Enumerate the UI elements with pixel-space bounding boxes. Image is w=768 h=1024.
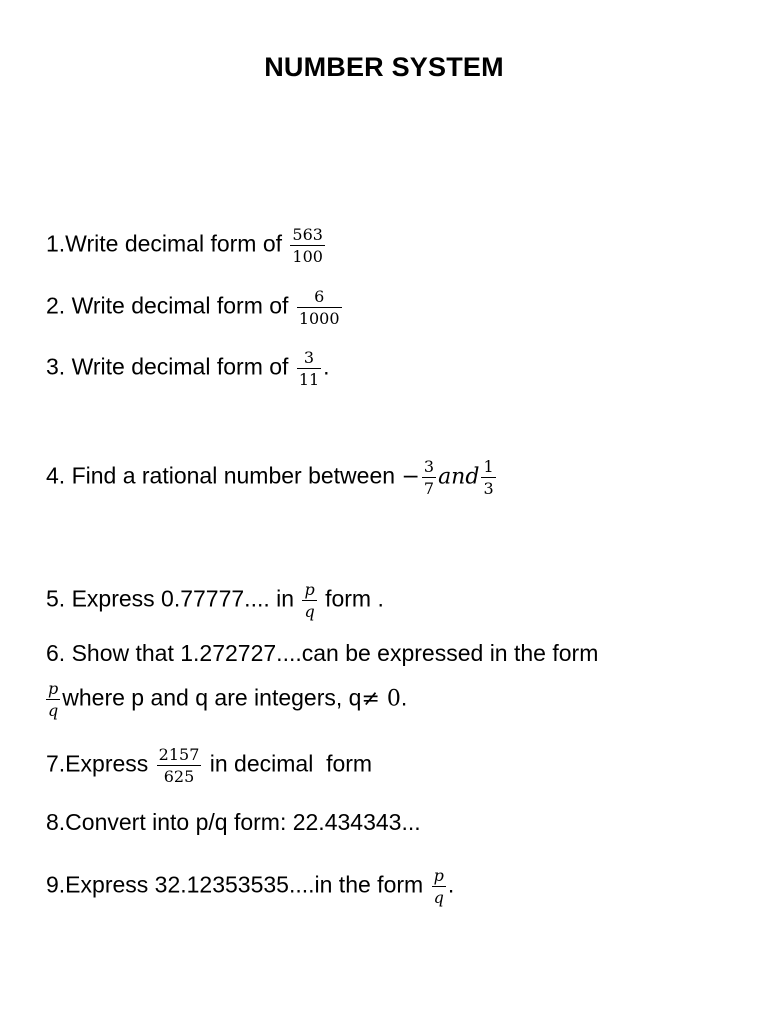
question-8 [46,808,421,836]
question-5-suffix: form . [318,585,384,612]
question-2-fraction [297,288,342,327]
fraction-numerator: 3 [297,349,321,369]
question-2 [46,288,344,327]
page-title: NUMBER SYSTEM [264,52,504,82]
fraction-numerator: 2157 [158,745,200,764]
question-6-line-1 [46,639,598,667]
question-4 [46,458,498,497]
question-4-fraction-1 [422,458,436,497]
question-6-line-2 [46,680,407,719]
fraction-numerator: p [433,866,444,885]
question-3-text: 3. Write decimal form of [46,353,295,380]
question-5 [46,581,384,620]
question-5-fraction [302,581,316,620]
fraction-denominator: 1000 [298,309,340,328]
question-3-fraction [297,349,321,388]
and-word: and [438,464,480,490]
question-3 [46,349,330,388]
fraction-denominator: 625 [163,767,195,786]
question-8-text: 8.Convert into p/q form: 22.434343... [46,809,421,835]
fraction-numerator: p [304,580,315,599]
fraction-denominator: 100 [292,247,323,266]
question-9 [46,867,454,906]
fraction-numerator: 6 [297,288,342,308]
question-7-text: 7.Express [46,750,155,777]
fraction-denominator: 3 [483,479,494,498]
question-9-period: . [447,871,455,898]
minus-sign: − [401,464,420,490]
fraction-denominator: q [304,602,315,621]
fraction-numerator: 1 [483,457,494,476]
fraction-numerator: p [48,679,59,698]
question-1 [46,226,327,265]
question-4-text: 4. Find a rational number between [46,462,402,489]
question-9-fraction [432,867,446,906]
fraction-denominator: q [48,701,59,720]
question-6-fraction [46,680,60,719]
fraction-denominator: 11 [298,370,320,389]
question-3-period: . [323,353,330,380]
question-7-fraction [157,746,202,785]
question-7 [46,746,372,785]
question-2-text: 2. Write decimal form of [46,292,295,319]
question-6-condition: where p and q are integers, q [62,684,362,711]
not-equal-zero: ≠ 0 [361,686,401,712]
fraction-denominator: 7 [423,479,435,498]
fraction-denominator: q [433,888,444,907]
question-4-fraction-2 [481,458,495,497]
fraction-numerator: 563 [292,225,323,244]
fraction-numerator: 3 [423,457,435,476]
question-6-period: . [400,684,408,711]
question-7-suffix: in decimal form [203,750,373,777]
question-5-text: 5. Express 0.77777.... in [46,585,301,612]
question-1-text: 1.Write decimal form of [46,230,289,257]
question-6-text: 6. Show that 1.272727....can be expressed in the form [46,640,599,666]
question-9-text: 9.Express 32.12353535....in the form [46,871,430,898]
question-1-fraction [290,226,325,265]
